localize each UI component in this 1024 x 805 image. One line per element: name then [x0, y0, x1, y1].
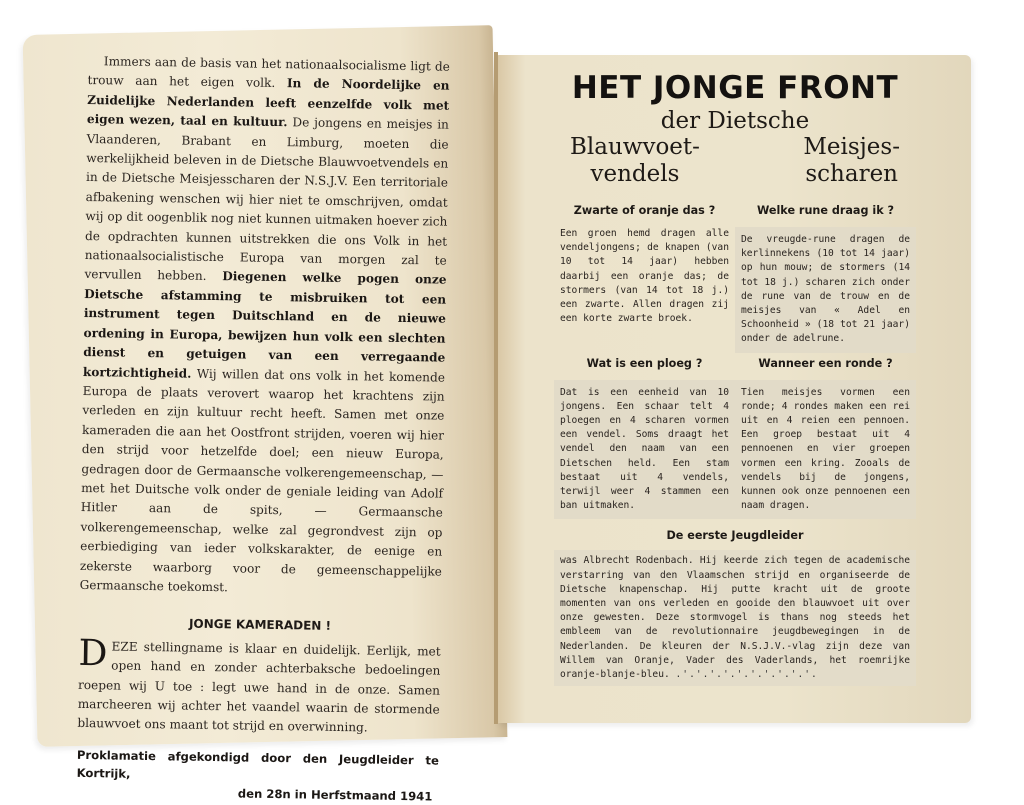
qa-body: Een groen hemd dragen alle vendeljongens; de knapen (van 10 tot 14 jaar) hebben daarbij een oranje das; de stormers (van 14 tot 18 j.) een zwarte. Allen dragen zij een korte zwarte broek. [560, 228, 729, 325]
qa-section [560, 353, 729, 520]
qa-title: Wat is een ploeg ? [586, 356, 703, 370]
page-subtitle: der Dietsche [660, 108, 810, 134]
qa-title: Wanneer een ronde ? [758, 356, 893, 370]
text-run-bold: In de Noordelijke en Zuidelijke Nederlanden leeft eenzelfde volk met eigen wezen, taal en kultuur. [86, 76, 450, 130]
boys-column-title [570, 134, 700, 188]
text-run-bold: Diegenen welke pogen onze Dietsche afstamming te misbruiken tot een instrument tegen Duitschland en de nieuwe ordening in Europa, bewijzen hun volk een slechten dienst en getuigen van een verregaande kortzichtigheid. [82, 269, 447, 381]
text-run: Wij willen dat ons volk in het komende Europa de plaats verovert waarop het krachtens zijn verleden en zijn kultuur recht heeft. Samen met onze kameraden die aan het Oostfront strijden, voeren wij hier den strijd voor hetzelfde doel; een nieuw Europa, gedragen door de Germaansche volkerengemeenschap, — met het Duitsche volk onder de geniale leiding van Adolf Hitler aan de spits, — Germaansche volkerengemeenschap, welke zal gegrondvest zijn op eerbiediging van ieder volkskarakter, de eenige en zekerste waarborg voor de gemeenschappelijke Germaansche toekomst. [79, 366, 446, 595]
left-page-text [76, 52, 450, 805]
title-line: scharen [805, 161, 898, 187]
qa-body: De vreugde-rune dragen de kerlinnekens (10 tot 14 jaar) op hun mouw; de stormers (14 tot 18 j.) scharen zich onder de rune van de trouw en de meisjes van « Adel en Schoonheid » (18 tot 21 jaar) onder de adelrune. [735, 227, 916, 353]
signature-line-2: den 28n in Herfstmaand 1941 [237, 786, 433, 804]
intro-paragraph [79, 52, 449, 601]
qa-section [560, 200, 729, 353]
dropcap-text: EZE stellingname is klaar en duidelijk. Eerlijk, met open hand en zonder achterbaksche bedoelingen roepen wij U toe : legt uwe hand in de onze. Samen marcheeren wij achter het vaandel waarin de stormende blauwvoet ons maant tot strijd en overwinning. [77, 639, 441, 735]
ornament-dots: .'.'.'.'.'.'.'.'.'.'. [675, 669, 818, 681]
right-page-text [560, 70, 910, 686]
qa-section [741, 200, 910, 353]
page-title: HET JONGE FRONT [571, 70, 899, 106]
column-titles [560, 134, 910, 188]
qa-body [554, 550, 916, 686]
text-run: De jongens en meisjes in Vlaanderen, Brabant en Limburg, moeten die werkelijkheid beleven in de Dietsche Blauwvoetvendels en in de Dietsche Meisjesscharen der N.S.J.V. Een territoriale afbakening wenschen wij hier niet te omschrijven, omdat wij op dit oogenblik nog niet kunnen uitmaken hoever zich de opdrachten kunnen uitstrekken die ons Volk in het nationaalsocialistische Europa van morgen zal te vervullen hebben. [84, 115, 450, 284]
title-line: Meisjes- [803, 134, 900, 160]
booklet-spine [494, 52, 498, 724]
text-run: Immers aan de basis van het nationaalsocialisme ligt de trouw aan het eigen volk. [87, 54, 450, 91]
last-section-text: was Albrecht Rodenbach. Hij keerde zich tegen de academische verstarring van den Vlaamschen strijd en organiseerde de Dietsche knapenschap. Hij putte kracht uit de groote momenten van ons verleden en gooide den blauwvoet uit over onze gewesten. Deze stormvogel is thans nog steeds het embleem van de revolutionnaire jeugdbewegingen in de Nederlanden. De kleuren der N.S.J.V.-vlag zijn deze van Willem van Oranje, Vader des Vaderlands, het roemrijke oranje-blanje-bleu. [560, 555, 910, 681]
qa-section [741, 353, 910, 520]
section-heading: JONGE KAMERADEN ! [188, 617, 332, 634]
title-line: vendels [590, 161, 680, 187]
dropcap-letter: D [78, 632, 108, 675]
title-line: Blauwvoet- [570, 134, 700, 160]
qa-title: De eerste Jeugdleider [666, 529, 804, 543]
girls-column-title [803, 134, 900, 188]
qa-body: Dat is een eenheid van 10 jongens. Een schaar telt 4 ploegen en 4 scharen vormen een vendel. Soms draagt het vendel den naam van een Dietschen held. Een stam bestaat uit 4 vendels, terwijl weer 4 stammen een ban uitmaken. [554, 380, 735, 520]
qa-body: Tien meisjes vormen een ronde; 4 rondes maken een rei uit en 4 reien een pennoen. Een groep bestaat uit 4 pennoenen en vier groepen vormen een kring. Zooals de vendels bij de jongens, kunnen ook onze pennoenen een naam dragen. [735, 380, 916, 520]
qa-title: Zwarte of oranje das ? [573, 204, 716, 217]
qa-title: Welke rune draag ik ? [756, 204, 895, 217]
signature-line-1: Proklamatie afgekondigd door den Jeugdleider te Kortrijk, [76, 747, 440, 781]
dropcap-paragraph [77, 632, 441, 740]
proclamation-signature [76, 746, 439, 805]
qa-grid [560, 200, 910, 519]
